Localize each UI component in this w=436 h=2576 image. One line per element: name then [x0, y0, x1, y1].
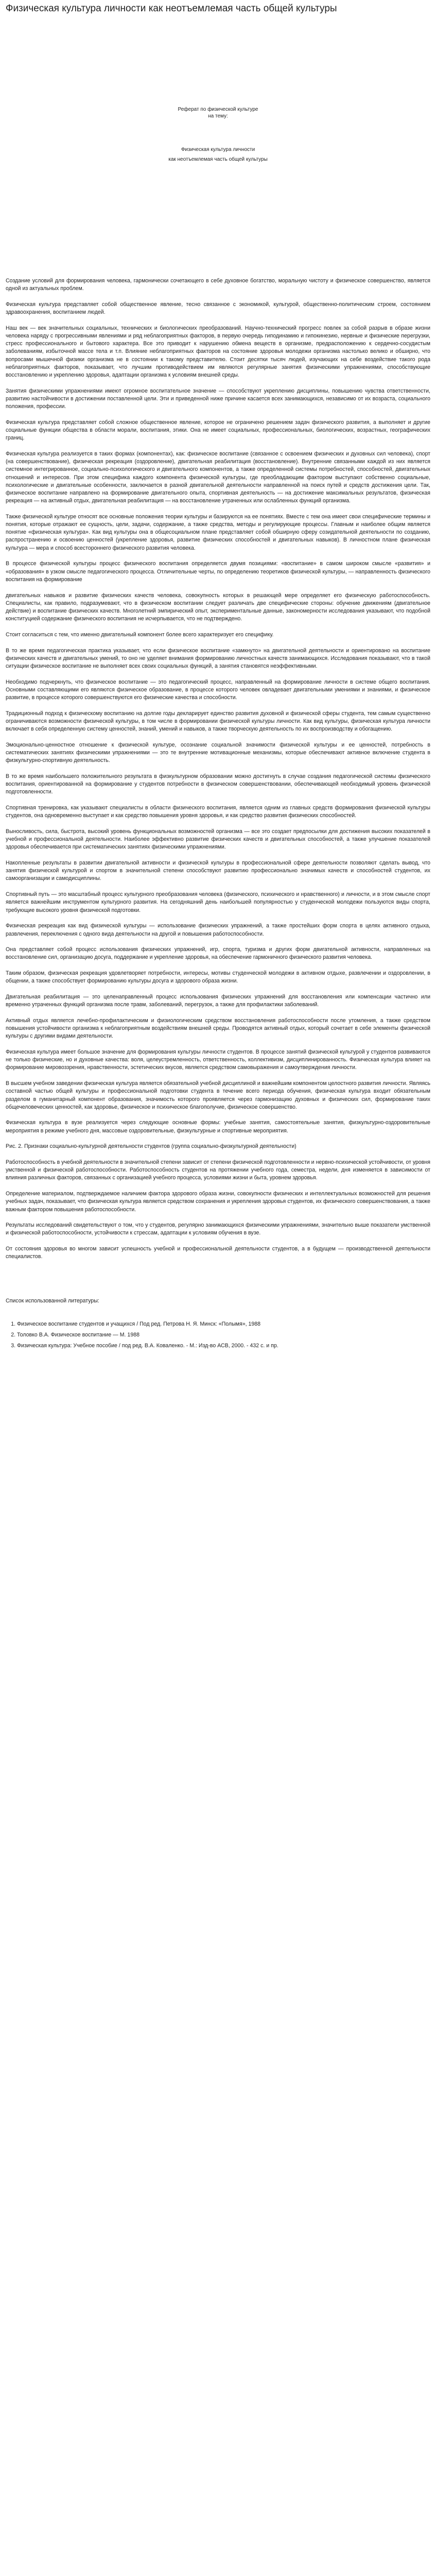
paragraph: Стоит согласиться с тем, что именно двигательный компонент более всего характеризует его специфику.	[6, 631, 274, 638]
cover-topic-2: как неотъемлемая часть общей культуры	[168, 157, 268, 162]
paragraph: Также физической культуре относят все основные положения теории культуры и базируются на ее понятиях. Вместе с тем она имеет свои специфические термины и понятия, которые отражают ее сущность, цели, задачи, содержание, а также средства, методы и регулирующие процессы. Главным и наиболее общим является понятие «физическая культура». Как вид культуры она в общесоциальном плане представляет собой обширную сферу созидательной деятельности по созданию, распространению и освоению ценностей (укрепление здоровья, развитие физических способностей и двигательных навыков). В личностном плане физическая культура — мера и способ всестороннего физического развития человека.	[6, 513, 430, 551]
paragraph: Физическая рекреация как вид физической культуры — использование физических упражнений, а также простейших форм спорта в целях активного отдыха, развлечения, переключения с одного вида деятельности на другой и повышения работоспособности.	[6, 923, 430, 937]
paragraph: Физическая культура представляет собой сложное общественное явление, которое не ограничено решением задач физического развития, а выполняет и другие социальные функции общества в области морали, воспитания, этики. Она не имеет социальных, профессиональных, биологических, возрастных, географических границ.	[6, 419, 430, 442]
paragraph: Двигательная реабилитация — это целенаправленный процесс использования физических упражнений для восстановления или компенсации частично или временно утраченных функций организма после травм, заболеваний, перегрузок, а также для профилактики заболеваний.	[6, 994, 430, 1008]
reference-item: 1. Физическое воспитание студентов и учащихся / Под ред. Петрова Н. Я. Минск: «Полымя», 1988	[17, 1320, 430, 1328]
paragraph: Рис. 2. Признаки социально-культурной деятельности студентов (группа социально-физкультурной деятельности)	[6, 1143, 297, 1150]
paragraph: В то же время педагогическая практика указывает, что если физическое воспитание «замкнуто» на двигательной деятельности и ориентировано на воспитание физических качеств и двигательных умений, то оно не уделяет внимания формированию личностных качеств занимающихся. Исследования показывают, что в такой ситуации физическое воспитание не выполняет всех своих социальных функций, а занятия становятся неэффективными.	[6, 647, 430, 669]
paragraph: Физическая культура в вузе реализуется через следующие основные формы: учебные занятия, самостоятельные занятия, физкультурно-оздоровительные мероприятия в режиме учебного дня, массовые оздоровительные, физкультурные и спортивные мероприятия.	[6, 1120, 430, 1134]
paragraph: Традиционный подход к физическому воспитанию на долгие годы декларирует единство развития духовной и физической сферы студента, тем самым существенно ограничиваются возможности физической культуры, в том числе в формировании физической культуры личности. Как вид культуры, физическая культура личности включает в себя определенную систему ценностей, знаний, умений и навыков, а также творческую деятельность по их воспроизводству и обогащению.	[6, 710, 430, 733]
paragraph: Эмоционально-ценностное отношение к физической культуре, осознание социальной значимости физической культуры и ее ценностей, потребность в систематических занятиях физическими упражнениями — это те внутренние мотивационные механизмы, которые обеспечивают активное включение студента в физкультурно-спортивную деятельность.	[6, 741, 430, 764]
paragraph: От состояния здоровья во многом зависит успешность учебной и профессиональной деятельности студентов, а в будущем — производственной деятельности специалистов.	[6, 1246, 430, 1260]
cover-topic	[0, 146, 436, 163]
references-list	[6, 1320, 430, 1350]
paragraph: Физическая культура представляет собой общественное явление, тесно связанное с экономикой, культурой, общественно-политическим строем, состоянием здравоохранения, воспитанием людей.	[6, 301, 430, 316]
cover-line-1: Реферат по физической культуре	[178, 107, 258, 112]
paragraph: Активный отдых является лечебно-профилактическим и физиологическим средством восстановления работоспособности после утомления, а также средством повышения устойчивости организма к неблагоприятным воздействиям внешней среды. Проводятся активный отдых, который сочетает в себе элементы физической культуры с другими видами деятельности.	[6, 1017, 430, 1040]
reference-item: 2. Толовко В.А. Физическое воспитание — М. 1988	[17, 1331, 430, 1339]
paragraph: В процессе физической культуры процесс физического воспитания определяется двумя позициями: «воспитание» в самом широком смысле «развития» и «образования» в узком смысле педагогического процесса. Отличительные черты, по определению теоретиков физической культуры, — направленность физического воспитания на формирование	[6, 561, 430, 583]
paragraph: Спортивная тренировка, как указывают специалисты в области физического воспитания, является одним из главных средств формирования физической культуры студентов, она одновременно выступает и как средство повышения уровня здоровья, и как средство развития физических способностей.	[6, 805, 430, 819]
paragraph: Занятия физическими упражнениями имеют огромное воспитательное значение — способствуют укреплению дисциплины, повышению чувства ответственности, развитию настойчивости в достижении поставленной цели. Эти и приведенной ниже причине касается всех занимающихся, независимо от их возраста, социального положения, профессии.	[6, 387, 430, 410]
paragraph: Физическая культура имеет большое значение для формирования культуры личности студентов. В процессе занятий физической культурой у студентов развиваются не только физические, но и духовные качества: воля, целеустремленность, ответственность, коллективизм, дисциплинированность. Физическая культура влияет на формирование мировоззрения, нравственности, эстетических вкусов, является средством самовыражения и самоутверждения личности.	[6, 1049, 430, 1071]
reference-item: 3. Физическая культура: Учебное пособие / под ред. В.А. Коваленко. - М.: Изд-во АСВ, 2000. - 432 с. и пр.	[17, 1342, 430, 1350]
page-title: Физическая культура личности как неотъемлемая часть общей культуры	[6, 3, 337, 14]
cover-topic-1: Физическая культура личности	[181, 147, 255, 152]
paragraph: Накопленные результаты в развитии двигательной активности и физической культуры в профессиональной сфере деятельности позволяют сделать вывод, что занятия физической культурой и спортом в значительной степени способствуют развитию профессионально значимых качеств и способностей студентов, их самоорганизации и самодисциплины.	[6, 860, 430, 882]
paragraph: Она представляет собой процесс использования физических упражнений, игр, спорта, туризма и других форм двигательной активности, направленных на восстановление сил, организацию досуга, поддержание и укрепление здоровья, на обеспечение гармоничного физического развития человека.	[6, 946, 430, 961]
paragraph: В высшем учебном заведении физическая культура является обязательной учебной дисциплиной и важнейшим компонентом целостного развития личности. Являясь составной частью общей культуры и профессиональной подготовки студента в течение всего периода обучения, физическая культура входит обязательным разделом в гуманитарный компонент образования, значимость которого проявляется через гармонизацию духовных и физических сил, формирование таких общечеловеческих ценностей, как здоровье, физическое и психическое благополучие, физическое совершенство.	[6, 1080, 430, 1110]
paragraph-list	[6, 277, 430, 1261]
paragraph: Физическая культура реализуется в таких формах (компонентах), как: физическое воспитание (связанное с освоением физических и духовных сил человека), спорт (на совершенствование), физическая рекреация (оздоровление), двигательная реабилитация (восстановление). Внутренние связанными каждой из них является системное интегрированное, социально-психологического и двигательного компонентов, а также определенной системы потребностей, способностей, двигательных отношений и интересов. При этом специфика каждого компонента физической культуры, где преобладающим фактором выступают собственно социальные, психологические и двигательные особенности, заключается в разной двигательной деятельности направленной на поиск путей и средств достижения цели. Так, физическое воспитание направлено на формирование двигательного опыта, спортивная деятельность — на достижение максимальных результатов, физическая рекреация — на активный отдых, двигательная реабилитация — на восстановление утраченных или ослабленных функций организма.	[6, 450, 430, 504]
cover-block	[0, 106, 436, 120]
paragraph: В то же время наибольшего положительного результата в физкультурном образовании можно достигнуть в случае создания педагогической системы физического воспитания, ориентированной на формирование у студентов потребности в физическом совершенствовании, обеспечивающей необходимый уровень физической подготовленности.	[6, 773, 430, 795]
cover-line-2: на тему:	[208, 113, 228, 119]
paragraph: Выносливость, сила, быстрота, высокий уровень функциональных возможностей организма — все это создает предпосылки для достижения высоких показателей в учебной и профессиональной деятельности. Наиболее эффективно развитие физических качеств и двигательных способностей, а также улучшение показателей здоровья обеспечивается при систематических занятиях физическими упражнениями.	[6, 828, 430, 851]
paragraph: Необходимо подчеркнуть, что физическое воспитание — это педагогический процесс, направленный на формирование личности в системе общего воспитания. Основными составляющими его являются физическое образование, в процессе которого человек овладевает двигательными умениями и знаниями, и физическое развитие, в процессе которого совершенствуются его физические качества и способности.	[6, 679, 430, 701]
paragraph: Работоспособность в учебной деятельности в значительной степени зависит от степени физической подготовленности и нервно-психической устойчивости, от уровня умственной и физической работоспособности. Работоспособность студентов на протяжении учебного года, семестра, недели, дня изменяется в зависимости от влияния различных факторов, связанных с организацией учебного процесса, условиями жизни и быта, уровнем здоровья.	[6, 1159, 430, 1181]
paragraph: Определение материалом, подтверждаемое наличием фактора здорового образа жизни, совокупности физических и интеллектуальных возможностей для решения учебных задач, показывает, что физическая культура является средством сохранения и укрепления здоровья студентов, их физического совершенствования, а также важным фактором повышения работоспособности.	[6, 1191, 430, 1213]
paragraph: Спортивный путь — это масштабный процесс культурного преобразования человека (физического, психического и нравственного) и личности, и в этом смысле спорт является важнейшим инструментом культурного развития. На сегодняшний день наибольшей популярностью у студенческой молодежи пользуются виды спорта, требующие высокого уровня физической подготовки.	[6, 891, 430, 913]
paragraph: Наш век — век значительных социальных, технических и биологических преобразований. Научно-технический прогресс повлек за собой разрыв в образе жизни человека наряду с прогрессивными явлениями и ряд неблагоприятных факторов, в первую очередь гиподинамию и гипокинезию, нервные и физические перегрузки, стресс профессионального и бытового характера. Все это приводит к нарушению обмена веществ в организме, предрасположению к сердечно-сосудистым заболеваниям, избыточной массе тела и т.п. Влияние неблагоприятных факторов на состояние здоровья молодежи организма настолько велико и обширно, что вопросами мышечной физики организма не в состоянии к такому представителю. Стоит десятки тысяч людей, изучающих на себе воздействие такого рода неблагоприятных факторов, показывает, что лучшим противодействием им являются регулярные занятия физическими упражнениями, способствующие восстановлению и укреплению здоровья, адаптации организма к условиям внешней среды.	[6, 325, 430, 379]
paragraph: Таким образом, физическая рекреация удовлетворяет потребности, интересы, мотивы студенческой молодежи в активном отдыхе, развлечении и оздоровлении, в общении, а также способствует формированию культуры досуга и здорового образа жизни.	[6, 970, 430, 985]
article-body	[6, 277, 430, 1353]
paragraph: Результаты исследований свидетельствуют о том, что у студентов, регулярно занимающихся физическими упражнениями, значительно выше показатели умственной и физической работоспособности, устойчивости к стрессам, адаптации к условиям обучения в вузе.	[6, 1222, 430, 1236]
references-title: Список использованной литературы:	[6, 1297, 99, 1304]
paragraph: Создание условий для формирования человека, гармонически сочетающего в себе духовное богатство, моральную чистоту и физическое совершенство, является одной из актуальных проблем.	[6, 278, 430, 292]
paragraph: двигательных навыков и развитие физических качеств человека, совокупность которых в решающей мере определяет его физическую работоспособность. Специалисты, как правило, подразумевают, что в физическом воспитании следует различать две специфические стороны: обучение движениям (двигательное действие) и воспитание физических качеств. Многолетний эмпирический опыт, экспериментальные данные, закономерности исследования указывают, что подобной конституцией содержание физического воспитания не исчерпывается, что не подтверждено.	[6, 592, 430, 622]
